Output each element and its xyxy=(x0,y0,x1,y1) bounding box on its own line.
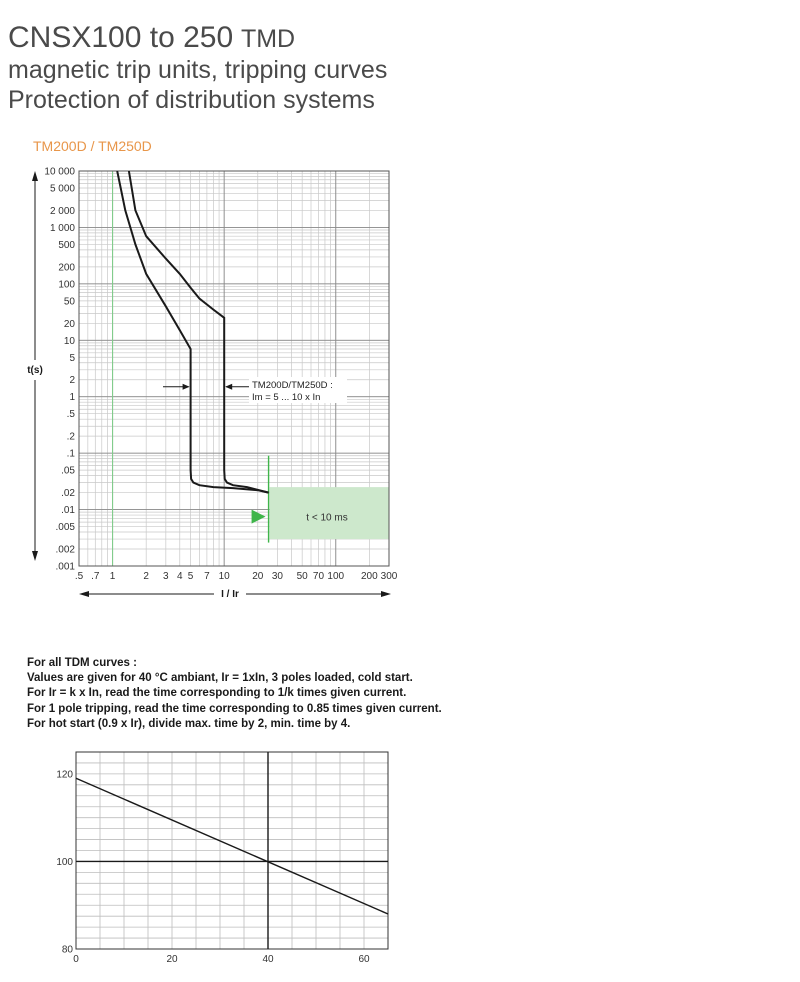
x-tick-label: 5 xyxy=(187,571,194,582)
y-tick-label: .01 xyxy=(61,505,75,517)
y-tick-label: 2 000 xyxy=(49,205,75,217)
notes-line: Values are given for 40 °C ambiant, Ir = 1xIn, 3 poles loaded, cold start. xyxy=(27,672,413,685)
y-tick-label: .005 xyxy=(55,522,75,534)
y-tick-label: .1 xyxy=(66,448,75,460)
x-tick-label: .7 xyxy=(91,571,100,582)
y-tick-label: 100 xyxy=(58,279,75,291)
x-tick-label: 100 xyxy=(327,571,345,582)
x-tick-label: 50 xyxy=(296,571,308,582)
notes-line: For 1 pole tripping, read the time corresponding to 0.85 times given current. xyxy=(27,702,442,715)
y-tick-label: .5 xyxy=(66,409,75,421)
notes-block xyxy=(27,656,442,732)
y-tick-label: 20 xyxy=(63,318,75,330)
x-tick-label: .5 xyxy=(74,571,84,582)
notes-line: For Ir = k x In, read the time corresponding to 1/k times given current. xyxy=(27,687,407,700)
annotation-line-1: TM200D/TM250D : xyxy=(252,380,333,391)
y-tick-label: 500 xyxy=(58,239,75,251)
x-axis-label: I / Ir xyxy=(221,589,239,600)
y-tick-label: 200 xyxy=(58,262,75,274)
y-tick-label: 10 xyxy=(63,335,75,347)
zone-label: t < 10 ms xyxy=(306,512,348,524)
title-main: CNSX100 to 250 xyxy=(8,21,234,54)
y-tick-label: 10 000 xyxy=(44,166,75,178)
x-tick-label: 1 xyxy=(109,571,116,582)
x-tick-label: 7 xyxy=(204,571,210,582)
title-line-2: magnetic trip units, tripping curves xyxy=(8,56,388,84)
annotation-line-2: Im = 5 ... 10 x In xyxy=(252,392,321,403)
title-suffix: TMD xyxy=(240,25,296,53)
x-tick-label: 4 xyxy=(176,571,183,582)
x-tick-label: 10 xyxy=(218,571,230,582)
x-tick-label: 30 xyxy=(271,571,283,582)
x-tick-label: 40 xyxy=(262,954,274,965)
x-tick-label: 0 xyxy=(73,954,79,965)
y-tick-label: .002 xyxy=(55,544,75,556)
y-tick-label: 50 xyxy=(63,296,75,308)
y-tick-label: 2 xyxy=(69,375,75,387)
y-tick-label: 120 xyxy=(56,769,73,781)
y-tick-label: .05 xyxy=(61,465,75,477)
notes-line: For hot start (0.9 x Ir), divide max. time by 2, min. time by 4. xyxy=(27,717,351,730)
title-line-3: Protection of distribution systems xyxy=(8,86,375,114)
x-tick-label: 3 xyxy=(163,571,169,582)
x-tick-label: 20 xyxy=(166,954,178,965)
chart-title: TM200D / TM250D xyxy=(33,138,152,154)
y-tick-label: 1 xyxy=(69,392,75,404)
y-tick-label: 100 xyxy=(56,856,73,868)
x-tick-label: 300 xyxy=(380,571,398,582)
x-tick-label: 70 xyxy=(312,571,325,582)
derating-line xyxy=(76,778,388,914)
x-tick-label: 200 xyxy=(361,571,378,582)
y-tick-label: 80 xyxy=(61,944,73,956)
x-tick-label: 60 xyxy=(358,954,370,965)
y-tick-label: .001 xyxy=(55,561,75,573)
notes-heading: For all TDM curves : xyxy=(27,657,137,669)
y-tick-label: 5 000 xyxy=(49,183,75,195)
y-tick-label: .2 xyxy=(66,431,75,443)
y-tick-label: 5 xyxy=(69,352,75,364)
y-tick-label: .02 xyxy=(61,488,75,500)
y-tick-label: 1 000 xyxy=(49,222,75,234)
y-axis-label: t(s) xyxy=(27,365,43,376)
x-tick-label: 2 xyxy=(143,571,149,582)
x-tick-label: 20 xyxy=(252,571,264,582)
